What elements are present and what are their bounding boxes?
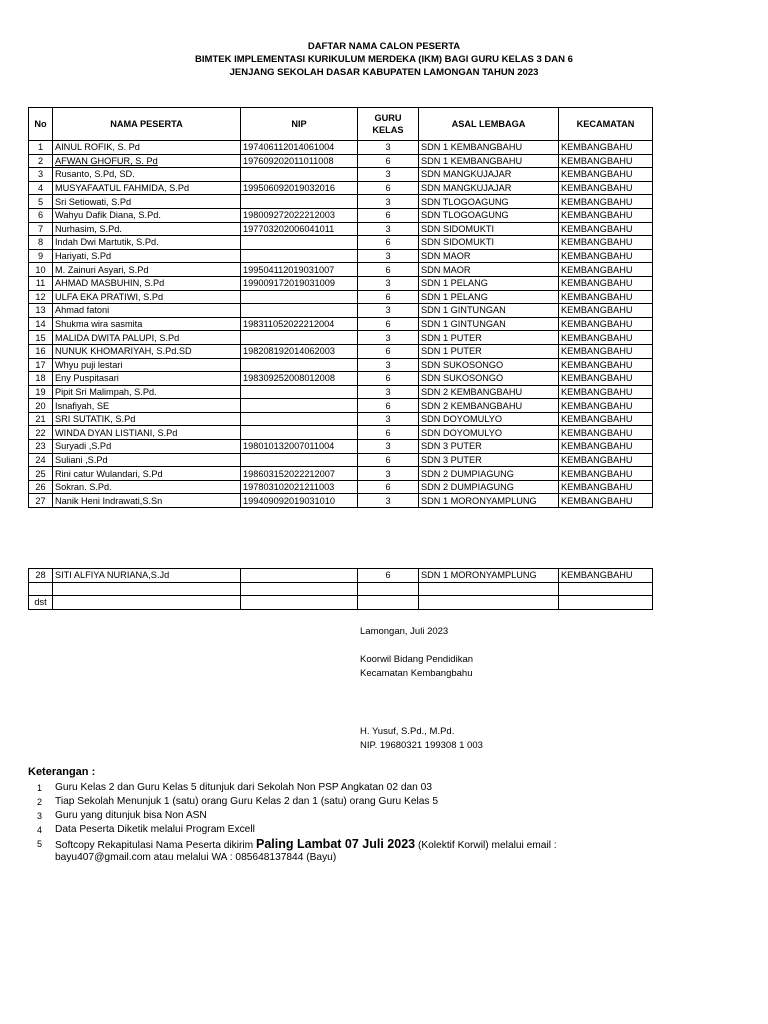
signature-position-1: Koorwil Bidang Pendidikan bbox=[360, 654, 474, 665]
cell-kelas: 6 bbox=[358, 426, 419, 440]
cell-no: 6 bbox=[29, 208, 53, 222]
cell-no: 3 bbox=[29, 168, 53, 182]
cell-kelas: 3 bbox=[358, 222, 419, 236]
cell-nama: Eny Puspitasari bbox=[53, 372, 241, 386]
cell-kelas: 6 bbox=[358, 290, 419, 304]
cell-nip bbox=[241, 426, 358, 440]
table-row bbox=[29, 222, 653, 236]
cell-nip bbox=[241, 195, 358, 209]
cell-nama: Hariyati, S.Pd bbox=[53, 249, 241, 263]
cell-nip bbox=[241, 236, 358, 250]
cell-kecamatan bbox=[559, 596, 653, 610]
cell-kelas: 3 bbox=[358, 358, 419, 372]
cell-no: 16 bbox=[29, 344, 53, 358]
table-row bbox=[29, 236, 653, 250]
cell-no: 13 bbox=[29, 304, 53, 318]
deadline-text: Paling Lambat 07 Juli 2023 bbox=[256, 837, 416, 851]
keterangan-num: 1 bbox=[37, 783, 43, 793]
cell-asal: SDN SUKOSONGO bbox=[419, 358, 559, 372]
cell-kecamatan: KEMBANGBAHU bbox=[559, 304, 653, 318]
cell-asal: SDN 3 PUTER bbox=[419, 453, 559, 467]
table-row bbox=[29, 249, 653, 263]
keterangan-text: Guru Kelas 2 dan Guru Kelas 5 ditunjuk dari Sekolah Non PSP Angkatan 02 dan 03 bbox=[55, 782, 433, 793]
cell-asal: SDN 2 DUMPIAGUNG bbox=[419, 480, 559, 494]
keterangan-num: 3 bbox=[37, 811, 43, 821]
cell-kelas bbox=[358, 596, 419, 610]
header-nip: NIP bbox=[241, 108, 358, 141]
cell-nama: ULFA EKA PRATIWI, S.Pd bbox=[53, 290, 241, 304]
cell-kelas: 6 bbox=[358, 372, 419, 386]
table-row bbox=[29, 494, 653, 508]
table-row bbox=[29, 399, 653, 413]
cell-asal: SDN 2 KEMBANGBAHU bbox=[419, 399, 559, 413]
cell-asal: SDN TLOGOAGUNG bbox=[419, 195, 559, 209]
cell-nama: Pipit Sri Malimpah, S.Pd. bbox=[53, 385, 241, 399]
cell-nama: SRI SUTATIK, S.Pd bbox=[53, 412, 241, 426]
cell-asal bbox=[419, 582, 559, 596]
cell-asal: SDN MANGKUJAJAR bbox=[419, 181, 559, 195]
cell-kelas: 6 bbox=[358, 399, 419, 413]
cell-kecamatan: KEMBANGBAHU bbox=[559, 494, 653, 508]
cell-nama: Nurhasim, S.Pd. bbox=[53, 222, 241, 236]
cell-asal: SDN MAOR bbox=[419, 249, 559, 263]
cell-nama: Wahyu Dafik Diana, S.Pd. bbox=[53, 208, 241, 222]
cell-nip bbox=[241, 358, 358, 372]
cell-nama: Shukma wira sasmita bbox=[53, 317, 241, 331]
participant-table-extra bbox=[28, 568, 653, 610]
cell-no: 18 bbox=[29, 372, 53, 386]
cell-nip: 198010132007011004 bbox=[241, 440, 358, 454]
cell-no: 2 bbox=[29, 154, 53, 168]
doc-title-line1: DAFTAR NAMA CALON PESERTA bbox=[307, 41, 461, 52]
cell-nama: AINUL ROFIK, S. Pd bbox=[53, 141, 241, 155]
cell-asal: SDN 2 DUMPIAGUNG bbox=[419, 467, 559, 481]
cell-nama: Ahmad fatoni bbox=[53, 304, 241, 318]
cell-no: 26 bbox=[29, 480, 53, 494]
table-row bbox=[29, 141, 653, 155]
cell-kelas: 6 bbox=[358, 263, 419, 277]
cell-no: 10 bbox=[29, 263, 53, 277]
header-kecamatan: KECAMATAN bbox=[559, 108, 653, 141]
cell-kecamatan bbox=[559, 582, 653, 596]
header-asal: ASAL LEMBAGA bbox=[419, 108, 559, 141]
cell-kelas: 3 bbox=[358, 440, 419, 454]
table-header-row bbox=[29, 108, 653, 141]
participant-table bbox=[28, 107, 653, 508]
cell-kelas: 6 bbox=[358, 480, 419, 494]
cell-nama: AFWAN GHOFUR, S. Pd bbox=[53, 154, 241, 168]
table-row bbox=[29, 263, 653, 277]
cell-kecamatan: KEMBANGBAHU bbox=[559, 344, 653, 358]
cell-nip: 197703202006041011 bbox=[241, 222, 358, 236]
cell-kecamatan: KEMBANGBAHU bbox=[559, 569, 653, 583]
signature-place-date: Lamongan, Juli 2023 bbox=[360, 626, 449, 637]
cell-kelas: 3 bbox=[358, 331, 419, 345]
header-guru: GURU bbox=[374, 113, 402, 123]
cell-kelas: 3 bbox=[358, 168, 419, 182]
cell-kecamatan: KEMBANGBAHU bbox=[559, 412, 653, 426]
cell-asal: SDN MAOR bbox=[419, 263, 559, 277]
cell-kecamatan: KEMBANGBAHU bbox=[559, 168, 653, 182]
table-row bbox=[29, 440, 653, 454]
cell-no: 21 bbox=[29, 412, 53, 426]
table-row bbox=[29, 154, 653, 168]
table-row bbox=[29, 195, 653, 209]
cell-kelas: 3 bbox=[358, 195, 419, 209]
cell-no: 23 bbox=[29, 440, 53, 454]
cell-kecamatan: KEMBANGBAHU bbox=[559, 208, 653, 222]
cell-no: 15 bbox=[29, 331, 53, 345]
cell-nama: AHMAD MASBUHIN, S.Pd bbox=[53, 276, 241, 290]
keterangan-5-post: (Kolektif Korwil) melalui email : bbox=[415, 840, 557, 851]
table-row bbox=[29, 331, 653, 345]
cell-no: 24 bbox=[29, 453, 53, 467]
cell-kelas: 6 bbox=[358, 154, 419, 168]
cell-nama: M. Zainuri Asyari, S.Pd bbox=[53, 263, 241, 277]
cell-kecamatan: KEMBANGBAHU bbox=[559, 440, 653, 454]
cell-nama: Nanik Heni Indrawati,S.Sn bbox=[53, 494, 241, 508]
table-row bbox=[29, 467, 653, 481]
cell-kecamatan: KEMBANGBAHU bbox=[559, 222, 653, 236]
cell-no: 4 bbox=[29, 181, 53, 195]
signature-name: H. Yusuf, S.Pd., M.Pd. bbox=[360, 726, 455, 737]
cell-kelas: 3 bbox=[358, 304, 419, 318]
cell-kelas: 3 bbox=[358, 385, 419, 399]
cell-nip bbox=[241, 399, 358, 413]
cell-nip bbox=[241, 331, 358, 345]
cell-asal: SDN 1 PELANG bbox=[419, 290, 559, 304]
cell-nama bbox=[53, 596, 241, 610]
cell-kecamatan: KEMBANGBAHU bbox=[559, 154, 653, 168]
signature-nip: NIP. 19680321 199308 1 003 bbox=[360, 740, 483, 751]
table-row bbox=[29, 480, 653, 494]
cell-asal: SDN 2 KEMBANGBAHU bbox=[419, 385, 559, 399]
table-row bbox=[29, 290, 653, 304]
cell-kecamatan: KEMBANGBAHU bbox=[559, 453, 653, 467]
cell-no: dst bbox=[29, 596, 53, 610]
cell-no: 1 bbox=[29, 141, 53, 155]
cell-asal: SDN MANGKUJAJAR bbox=[419, 168, 559, 182]
header-guru-kelas bbox=[358, 108, 419, 141]
header-nama: NAMA PESERTA bbox=[53, 108, 241, 141]
cell-nip: 197609202011011008 bbox=[241, 154, 358, 168]
cell-kecamatan: KEMBANGBAHU bbox=[559, 385, 653, 399]
table-row bbox=[29, 168, 653, 182]
cell-kecamatan: KEMBANGBAHU bbox=[559, 236, 653, 250]
cell-no: 8 bbox=[29, 236, 53, 250]
cell-nama: Sri Setiowati, S.Pd bbox=[53, 195, 241, 209]
keterangan-num: 2 bbox=[37, 797, 43, 807]
cell-no: 7 bbox=[29, 222, 53, 236]
signature-position-2: Kecamatan Kembangbahu bbox=[360, 668, 473, 679]
cell-kelas: 3 bbox=[358, 249, 419, 263]
cell-nip: 198208192014062003 bbox=[241, 344, 358, 358]
cell-kelas: 6 bbox=[358, 569, 419, 583]
cell-nama: WINDA DYAN LISTIANI, S.Pd bbox=[53, 426, 241, 440]
keterangan-text: Tiap Sekolah Menunjuk 1 (satu) orang Guru Kelas 2 dan 1 (satu) orang Guru Kelas 5 bbox=[55, 796, 439, 807]
table-row bbox=[29, 582, 653, 596]
cell-nama: Whyu puji lestari bbox=[53, 358, 241, 372]
cell-nama: Rusanto, S.Pd, SD. bbox=[53, 168, 241, 182]
cell-nama: MALIDA DWITA PALUPI, S.Pd bbox=[53, 331, 241, 345]
cell-nip: 197406112014061004 bbox=[241, 141, 358, 155]
cell-asal: SDN 1 PELANG bbox=[419, 276, 559, 290]
cell-kecamatan: KEMBANGBAHU bbox=[559, 141, 653, 155]
table-row bbox=[29, 358, 653, 372]
cell-nip bbox=[241, 453, 358, 467]
keterangan-num: 5 bbox=[37, 839, 43, 849]
cell-nama: Rini catur Wulandari, S.Pd bbox=[53, 467, 241, 481]
table-row bbox=[29, 372, 653, 386]
cell-asal: SDN SIDOMUKTI bbox=[419, 236, 559, 250]
cell-asal: SDN DOYOMULYO bbox=[419, 426, 559, 440]
cell-nip: 198603152022212007 bbox=[241, 467, 358, 481]
cell-nip bbox=[241, 596, 358, 610]
cell-asal: SDN 1 GINTUNGAN bbox=[419, 304, 559, 318]
cell-kecamatan: KEMBANGBAHU bbox=[559, 399, 653, 413]
cell-no: 22 bbox=[29, 426, 53, 440]
cell-nip bbox=[241, 412, 358, 426]
cell-kecamatan: KEMBANGBAHU bbox=[559, 276, 653, 290]
cell-asal: SDN 3 PUTER bbox=[419, 440, 559, 454]
cell-no: 12 bbox=[29, 290, 53, 304]
cell-kecamatan: KEMBANGBAHU bbox=[559, 195, 653, 209]
doc-title-line3: JENJANG SEKOLAH DASAR KABUPATEN LAMONGAN TAHUN 2023 bbox=[229, 67, 539, 78]
header-no: No bbox=[29, 108, 53, 141]
cell-nip: 197803102021211003 bbox=[241, 480, 358, 494]
cell-nama bbox=[53, 582, 241, 596]
keterangan-5-pre: Softcopy Rekapitulasi Nama Peserta dikirim bbox=[55, 840, 256, 851]
cell-asal: SDN 1 KEMBANGBAHU bbox=[419, 154, 559, 168]
cell-asal bbox=[419, 596, 559, 610]
table-row bbox=[29, 385, 653, 399]
cell-nip bbox=[241, 582, 358, 596]
cell-kelas: 3 bbox=[358, 412, 419, 426]
cell-kecamatan: KEMBANGBAHU bbox=[559, 331, 653, 345]
cell-nip: 199409092019031010 bbox=[241, 494, 358, 508]
cell-kelas bbox=[358, 582, 419, 596]
cell-nama: Indah Dwi Martutik, S.Pd. bbox=[53, 236, 241, 250]
keterangan-text: Data Peserta Diketik melalui Program Excell bbox=[55, 824, 255, 835]
cell-asal: SDN DOYOMULYO bbox=[419, 412, 559, 426]
cell-nip bbox=[241, 385, 358, 399]
cell-kecamatan: KEMBANGBAHU bbox=[559, 426, 653, 440]
cell-kelas: 6 bbox=[358, 317, 419, 331]
cell-kecamatan: KEMBANGBAHU bbox=[559, 181, 653, 195]
cell-no: 14 bbox=[29, 317, 53, 331]
table-row bbox=[29, 596, 653, 610]
cell-nama: Suryadi ,S.Pd bbox=[53, 440, 241, 454]
cell-nama: NUNUK KHOMARIYAH, S.Pd.SD bbox=[53, 344, 241, 358]
table-row bbox=[29, 181, 653, 195]
cell-nip bbox=[241, 304, 358, 318]
cell-asal: SDN 1 KEMBANGBAHU bbox=[419, 141, 559, 155]
table-row bbox=[29, 426, 653, 440]
cell-nama: SITI ALFIYA NURIANA,S.Jd bbox=[53, 569, 241, 583]
cell-asal: SDN SIDOMUKTI bbox=[419, 222, 559, 236]
cell-kecamatan: KEMBANGBAHU bbox=[559, 317, 653, 331]
cell-kelas: 3 bbox=[358, 276, 419, 290]
cell-no: 19 bbox=[29, 385, 53, 399]
table-row bbox=[29, 453, 653, 467]
cell-no: 25 bbox=[29, 467, 53, 481]
cell-nip: 199009172019031009 bbox=[241, 276, 358, 290]
cell-asal: SDN 1 MORONYAMPLUNG bbox=[419, 569, 559, 583]
cell-nip bbox=[241, 290, 358, 304]
cell-nama: Suliani ,S.Pd bbox=[53, 453, 241, 467]
cell-asal: SDN TLOGOAGUNG bbox=[419, 208, 559, 222]
keterangan-text: Guru yang ditunjuk bisa Non ASN bbox=[55, 810, 207, 821]
cell-nama: Sokran. S.Pd. bbox=[53, 480, 241, 494]
cell-kelas: 6 bbox=[358, 236, 419, 250]
cell-nip: 198009272022212003 bbox=[241, 208, 358, 222]
cell-kecamatan: KEMBANGBAHU bbox=[559, 372, 653, 386]
cell-kelas: 3 bbox=[358, 467, 419, 481]
table-row bbox=[29, 412, 653, 426]
cell-asal: SDN SUKOSONGO bbox=[419, 372, 559, 386]
keterangan-num: 4 bbox=[37, 825, 43, 835]
cell-no: 11 bbox=[29, 276, 53, 290]
table-row bbox=[29, 317, 653, 331]
cell-nip: 198311052022212004 bbox=[241, 317, 358, 331]
cell-nama: Isnafiyah, SE bbox=[53, 399, 241, 413]
table-row bbox=[29, 304, 653, 318]
keterangan-title: Keterangan : bbox=[28, 766, 96, 778]
cell-nip: 198309252008012008 bbox=[241, 372, 358, 386]
contact-text: bayu407@gmail.com atau melalui WA : 085648137844 (Bayu) bbox=[55, 852, 337, 863]
cell-kecamatan: KEMBANGBAHU bbox=[559, 263, 653, 277]
cell-nip bbox=[241, 569, 358, 583]
table-row bbox=[29, 208, 653, 222]
header-kelas: KELAS bbox=[372, 125, 404, 135]
cell-kelas: 6 bbox=[358, 208, 419, 222]
cell-no: 27 bbox=[29, 494, 53, 508]
cell-no: 5 bbox=[29, 195, 53, 209]
cell-kecamatan: KEMBANGBAHU bbox=[559, 467, 653, 481]
cell-no: 28 bbox=[29, 569, 53, 583]
table-row bbox=[29, 569, 653, 583]
cell-nip bbox=[241, 249, 358, 263]
cell-kelas: 3 bbox=[358, 141, 419, 155]
cell-nip bbox=[241, 168, 358, 182]
cell-kecamatan: KEMBANGBAHU bbox=[559, 249, 653, 263]
table-row bbox=[29, 344, 653, 358]
table-row bbox=[29, 276, 653, 290]
cell-kelas: 6 bbox=[358, 453, 419, 467]
doc-title-line2: BIMTEK IMPLEMENTASI KURIKULUM MERDEKA (IKM) BAGI GURU KELAS 3 DAN 6 bbox=[195, 54, 573, 65]
cell-kelas: 3 bbox=[358, 494, 419, 508]
cell-kecamatan: KEMBANGBAHU bbox=[559, 290, 653, 304]
cell-no: 17 bbox=[29, 358, 53, 372]
cell-asal: SDN 1 GINTUNGAN bbox=[419, 317, 559, 331]
cell-nip: 199504112019031007 bbox=[241, 263, 358, 277]
cell-nip: 199506092019032016 bbox=[241, 181, 358, 195]
cell-no: 9 bbox=[29, 249, 53, 263]
cell-kecamatan: KEMBANGBAHU bbox=[559, 480, 653, 494]
cell-nama: MUSYAFAATUL FAHMIDA, S.Pd bbox=[53, 181, 241, 195]
cell-kelas: 6 bbox=[358, 181, 419, 195]
cell-kelas: 6 bbox=[358, 344, 419, 358]
cell-asal: SDN 1 MORONYAMPLUNG bbox=[419, 494, 559, 508]
cell-no: 20 bbox=[29, 399, 53, 413]
cell-kecamatan: KEMBANGBAHU bbox=[559, 358, 653, 372]
cell-asal: SDN 1 PUTER bbox=[419, 344, 559, 358]
cell-asal: SDN 1 PUTER bbox=[419, 331, 559, 345]
cell-no bbox=[29, 582, 53, 596]
